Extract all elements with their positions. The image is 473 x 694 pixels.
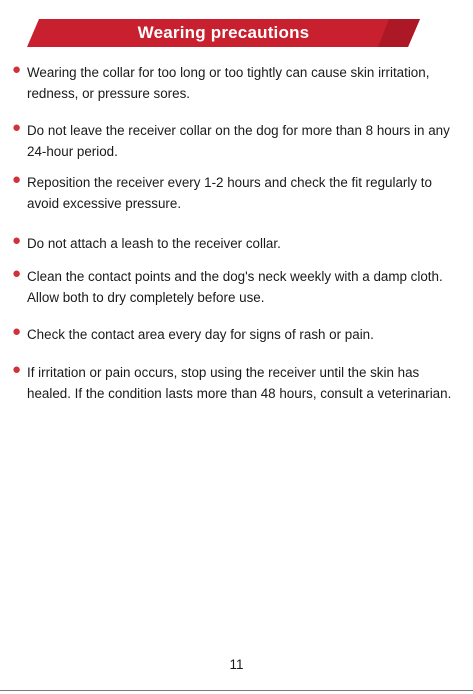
precaution-text: Wearing the collar for too long or too tightly can cause skin irritation, redness, or pressure sores.: [27, 65, 430, 101]
precaution-text: Reposition the receiver every 1-2 hours and check the fit regularly to avoid excessive pressure.: [27, 175, 432, 211]
section-title: Wearing precautions: [137, 23, 310, 42]
bullet-icon: ●: [12, 323, 22, 340]
bullet-icon: ●: [12, 232, 22, 249]
precaution-text: Clean the contact points and the dog's neck weekly with a damp cloth. Allow both to dry completely before use.: [27, 269, 443, 305]
page-number: 11: [229, 657, 244, 672]
precaution-item: [12, 323, 452, 345]
bullet-icon: ●: [12, 361, 22, 378]
precaution-text: If irritation or pain occurs, stop using the receiver until the skin has healed. If the condition lasts more than 48 hours, consult a veterinarian.: [27, 365, 452, 401]
bullet-icon: ●: [12, 265, 22, 282]
precaution-item: [12, 361, 452, 404]
precaution-text: Do not attach a leash to the receiver collar.: [27, 236, 281, 251]
bullet-icon: ●: [12, 119, 22, 136]
precaution-item: [12, 265, 452, 308]
precaution-item: [12, 61, 452, 104]
precaution-text: Do not leave the receiver collar on the dog for more than 8 hours in any 24-hour period.: [27, 123, 450, 159]
precaution-item: [12, 232, 452, 254]
precaution-item: [12, 171, 452, 214]
bullet-icon: ●: [12, 61, 22, 78]
precaution-item: [12, 119, 452, 162]
section-banner: [27, 19, 420, 47]
bullet-icon: ●: [12, 171, 22, 188]
bottom-divider: [0, 690, 473, 691]
precaution-text: Check the contact area every day for signs of rash or pain.: [27, 327, 374, 342]
